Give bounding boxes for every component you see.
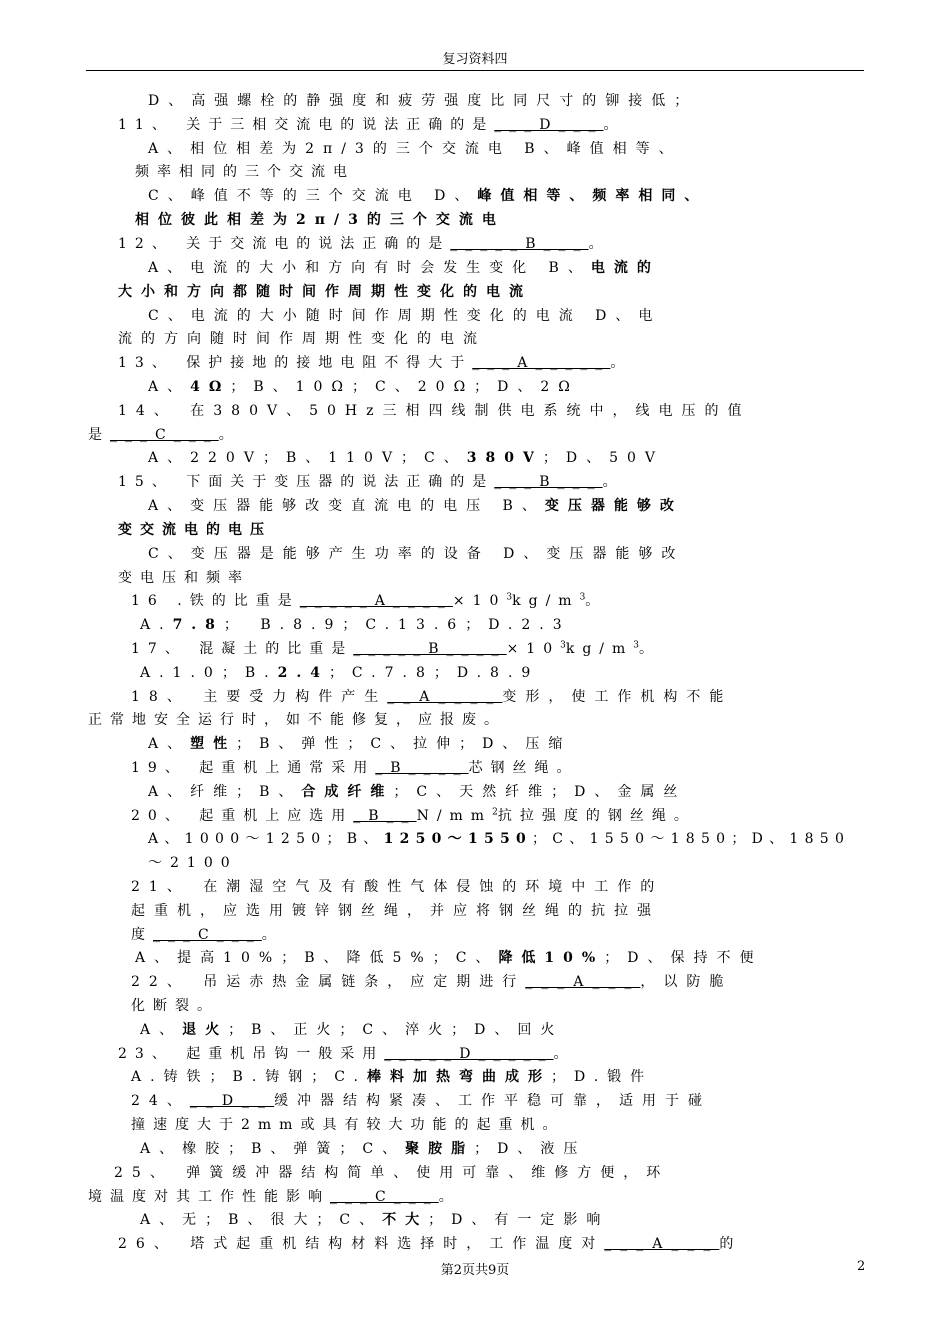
text-line [0,971,950,993]
line-text: ；B、正火；C、淬火；D、回火 [228,1022,564,1038]
line-text: ～2100 [148,855,238,871]
line-text: ；C、天然纤维；D、金属丝 [393,784,687,800]
line-text: A、 [148,736,191,752]
line-text: kg/m [512,593,580,609]
line-text: C、峰值不等的三个交流电 D、 [148,188,478,204]
text-line [0,495,950,517]
bold-answer-text: 变压器能够改 [544,498,683,514]
text-line [0,209,950,231]
text-line [0,1066,950,1088]
line-text: 。 [261,927,284,943]
line-text: 变电压和频率 [118,570,250,586]
bold-answer-text: 相位彼此相差为2π/3的三个交流电 [135,212,505,228]
superscript: 3 [633,640,640,651]
text-line [0,709,950,731]
line-text: 12、 关于交流电的说法正确的是 [118,236,451,252]
text-line [0,543,950,565]
page-footer: 第2页共9页 [440,1263,510,1278]
line-text: 化断裂。 [131,998,219,1014]
text-line [0,876,950,898]
line-text: ；B、10Ω；C、20Ω；D、2Ω [230,379,579,395]
line-text: ，以防脆 [640,974,733,990]
answer-blank: ___C___ [110,427,219,443]
text-line [0,519,950,541]
line-text: 流的方向随时间作周期性变化的电流 [118,331,486,347]
line-text: 21、 在潮湿空气及有酸性气体侵蚀的环境中工作的 [131,879,664,895]
line-text: A、橡胶；B、弹簧；C、 [140,1141,406,1157]
line-text: 频率相同的三个交流电 [135,164,355,180]
line-text: 。 [602,474,625,490]
line-text: ×10 [452,593,507,609]
line-text: 17、 混凝土的比重是 [131,641,354,657]
text-line [0,257,950,279]
line-text: 抗拉强度的钢丝绳。 [497,808,696,824]
line-text: ； B.8.9；C.13.6；D.2.3 [223,617,571,633]
text-line [0,352,950,374]
line-text: A.1.0；B. [140,665,278,681]
text-line [0,1043,950,1065]
bold-answer-text: 塑性 [190,736,237,752]
line-text: 撞速度大于2mm或具有较大功能的起重机。 [131,1117,565,1133]
superscript: 3 [560,640,566,651]
line-text: 23、 起重机吊钩一般采用 [118,1046,385,1062]
line-text: 15、 下面关于变压器的说法正确的是 [118,474,495,490]
text-line [0,471,950,493]
text-line [0,781,950,803]
line-text: 变形，使工作机构不能 [502,689,733,705]
bold-answer-text: 大小和方向都随时间作周期性变化的电流 [118,284,532,300]
bold-answer-text: 1250～1550 [383,831,533,847]
bold-answer-text: 合成纤维 [301,784,394,800]
line-text: 缓冲器结构紧凑、工作平稳可靠，适用于碰 [274,1093,712,1109]
text-line [0,614,950,636]
line-text: ×10 [506,641,561,657]
line-text: A、变压器能够改变直流电的电压 B、 [148,498,545,514]
answer-blank: _B____ [375,760,469,776]
bold-answer-text: 电流的 [590,260,660,276]
line-text: A、提高10%；B、降低5%；C、 [135,950,499,966]
bold-answer-text: 380V [466,450,543,466]
line-text: A、 [148,379,191,395]
text-line [0,1138,950,1160]
answer-blank: ___A_____ [472,355,611,371]
superscript: 2 [492,807,498,818]
line-text: ；C.7.8；D.8.9 [328,665,540,681]
text-line [0,161,950,183]
line-text: ；D.锻件 [550,1069,654,1085]
line-text: 境温度对其工作性能影响 [88,1189,330,1205]
answer-blank: ___A___ [604,1236,720,1252]
answer-blank: _____B____ [353,641,507,657]
answer-blank: _____D_____ [384,1046,554,1062]
line-text: C、变压器是能够产生功率的设备 D、变压器能够改 [148,546,685,562]
answer-blank: ___C___ [153,927,262,943]
bold-answer-text: 峰值相等、频率相同、 [477,188,708,204]
line-text: 是 [88,427,110,443]
text-line [0,947,950,969]
text-line [0,138,950,160]
line-text: 24、 [131,1093,190,1109]
bold-answer-text: 降低10% [498,950,605,966]
text-line [0,1209,950,1231]
answer-blank: _____B___ [450,236,589,252]
line-text: kg/m [565,641,634,657]
line-text: ；B、弹性；C、拉伸；D、压缩 [236,736,572,752]
text-line [0,900,950,922]
text-line [0,328,950,350]
page-header-title: 复习资料四 [442,52,508,67]
line-text: ；C、1550～1850；D、1850 [532,831,851,847]
line-text: A、 [140,1022,183,1038]
text-line [0,1019,950,1041]
text-line [0,924,950,946]
line-text: 20、 起重机上应选用 [131,808,354,824]
line-text: 25、 弹簧缓冲器结构简单、使用可靠、维修方便，环 [114,1165,670,1181]
text-line [0,662,950,684]
line-text: 。 [588,236,611,252]
line-text: A、纤维；B、 [148,784,302,800]
line-text: A.铸铁；B.铸钢；C. [131,1069,367,1085]
answer-blank: _B__ [353,808,417,824]
text-line [0,852,950,874]
line-text: 。 [639,641,662,657]
text-line [0,1162,950,1184]
text-line [0,757,950,779]
text-line [0,114,950,136]
superscript: 3 [579,592,586,603]
text-line [0,233,950,255]
bold-answer-text: 2.4 [277,665,329,681]
line-text: A、相位相差为2π/3的三个交流电 B、峰值相等、 [148,141,682,157]
line-text: A、电流的大小和方向有时会发生变化 B、 [148,260,591,276]
line-text: A、1000～1250；B、 [148,831,384,847]
text-line [0,447,950,469]
text-line [0,590,950,612]
line-text: 14、 在380V、50Hz三相四线制供电系统中，线电压的值 [118,403,751,419]
text-line [0,567,950,589]
text-line [0,805,950,827]
line-text: 22、 吊运赤热金属链条，应定期进行 [131,974,526,990]
text-line [0,90,950,112]
line-text: 11、 关于三相交流电的说法正确的是 [118,117,495,133]
text-line [0,733,950,755]
page-number: 2 [857,1259,866,1274]
line-text: 。 [553,1046,576,1062]
line-text: 度 [131,927,153,943]
line-text: ；D、有一定影响 [428,1212,610,1228]
text-line [0,828,950,850]
bold-answer-text: 4Ω [190,379,231,395]
text-line [0,185,950,207]
line-text: 26、 塔式起重机结构材料选择时，工作温度对 [118,1236,605,1252]
text-line [0,424,950,446]
line-text: 。 [438,1189,461,1205]
bold-answer-text: 不大 [382,1212,429,1228]
bold-answer-text: 棒料加热弯曲成形 [366,1069,551,1085]
line-text: 16 .铁的比重是 [131,593,300,609]
line-text: 。 [585,593,608,609]
line-text: 。 [610,355,633,371]
text-line [0,376,950,398]
text-line [0,305,950,327]
answer-blank: __D__ [189,1093,275,1109]
text-line [0,1114,950,1136]
answer-blank: ___B___ [494,474,603,490]
text-line [0,686,950,708]
line-text: C、电流的大小随时间作周期性变化的电流 D、电 [148,308,662,324]
superscript: 3 [506,592,513,603]
line-text: N/mm [416,808,493,824]
answer-blank: __A____ [387,689,503,705]
line-text: 18、 主要受力构件产生 [131,689,388,705]
line-text: ；D、50V [542,450,665,466]
text-line [0,995,950,1017]
text-line [0,1233,950,1255]
line-text: D、高强螺栓的静强度和疲劳强度比同尺寸的铆接低； [148,93,698,109]
bold-answer-text: 变交流电的电压 [118,522,272,538]
answer-blank: _____A____ [299,593,453,609]
answer-blank: ___C___ [330,1189,439,1205]
line-text: 。 [218,427,241,443]
line-text: 19、 起重机上通常采用 [131,760,376,776]
line-text: ；D、保持不便 [604,950,763,966]
answer-blank: ___D___ [494,117,604,133]
text-line [0,400,950,422]
line-text: 13、 保护接地的接地电阻不得大于 [118,355,473,371]
line-text: 的 [719,1236,743,1252]
text-line [0,1186,950,1208]
text-line [0,638,950,660]
bold-answer-text: 7.8 [172,617,224,633]
text-line [0,1090,950,1112]
line-text: A、无；B、很大；C、 [140,1212,383,1228]
line-text: 起重机，应选用镀锌钢丝绳，并应将钢丝绳的抗拉强 [131,903,660,919]
line-text: ；D、液压 [474,1141,587,1157]
line-text: 。 [603,117,626,133]
line-text: 正常地安全运行时，如不能修复，应报废。 [88,712,506,728]
line-text: A. [140,617,173,633]
text-line [0,281,950,303]
line-text: 芯钢丝绳。 [468,760,579,776]
answer-blank: ___A___ [525,974,641,990]
line-text: A、220V；B、110V；C、 [148,450,467,466]
header-rule [86,70,864,71]
bold-answer-text: 退火 [182,1022,229,1038]
bold-answer-text: 聚胺脂 [405,1141,475,1157]
